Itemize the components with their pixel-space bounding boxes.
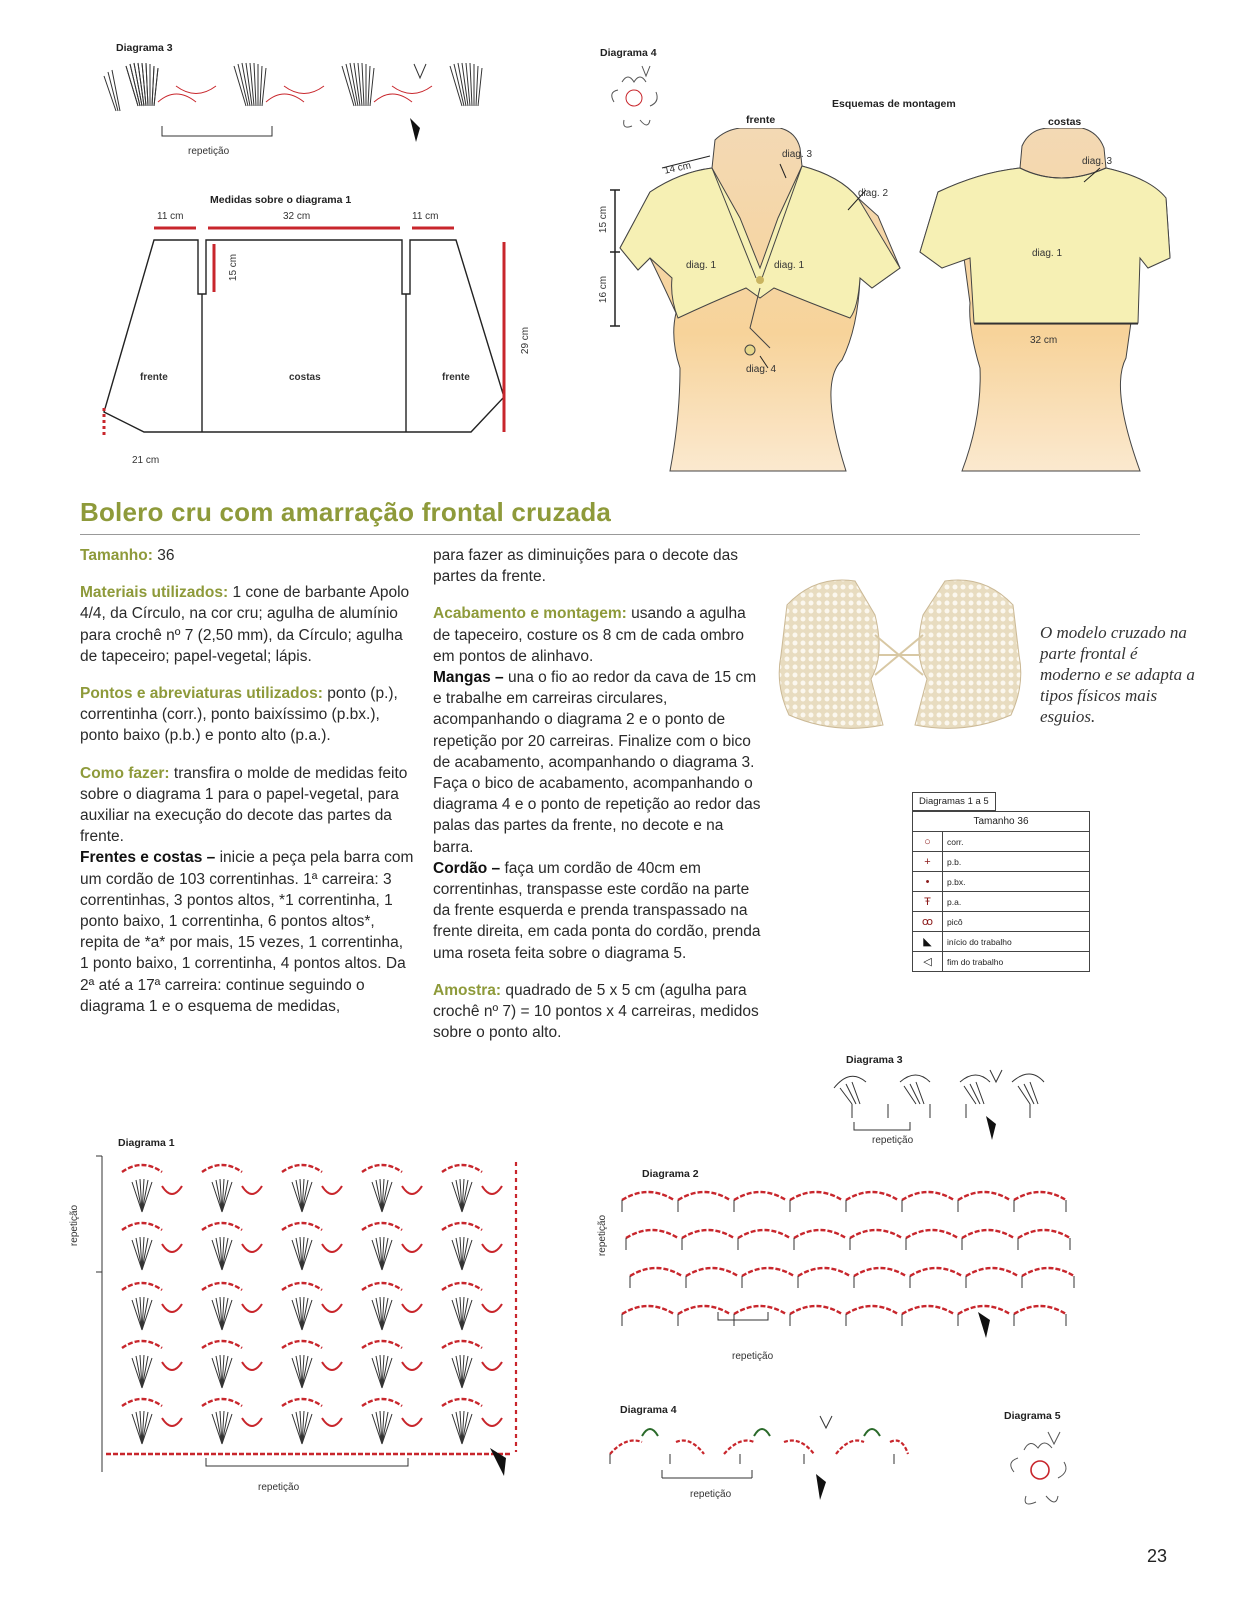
- diagram1-repeat-vertical: repetição: [69, 1204, 81, 1247]
- dim-center: 32 cm: [283, 211, 311, 222]
- fronts-text: inicie a peça pela barra com um cordão de 103 correntinhas. 1ª carreira: 3 correntinhas, 3 pontos altos, *1 correntinha, 1 ponto baixo, 1 correntinha, 6 pontos altos*, repita de *a* por mais, 15 vezes, 1 correntinha, 1 ponto baixo, 1 correntinha, 4 pontos altos. Da 2ª até a 17ª carreira: continue seguindo o diagrama 1 e o esquema de medidas,: [80, 849, 414, 1015]
- diagram3-bottom-repeat: repetição: [872, 1135, 914, 1146]
- slip-stitch-icon: •: [913, 872, 943, 892]
- fronts-label: Frentes e costas –: [80, 849, 216, 867]
- stitches-label: Pontos e abreviaturas utilizados:: [80, 685, 323, 703]
- dim-left: 11 cm: [157, 211, 184, 222]
- diagram4-top-title: Diagrama 4: [600, 47, 657, 59]
- sample-text: quadrado de 5 x 5 cm (agulha para crochê nº 7) = 10 pontos x 4 carreiras, medidos sobre o ponto alto.: [433, 981, 759, 1042]
- diagram2-repeat: repetição: [732, 1351, 774, 1362]
- assembly-diag4: diag. 4: [746, 364, 777, 375]
- legend-label: p.a.: [943, 892, 1090, 912]
- diagram2-title: Diagrama 2: [642, 1168, 699, 1180]
- diagram3-top-repeat: repetição: [188, 146, 230, 157]
- legend-header: Diagramas 1 a 5: [912, 792, 996, 811]
- sleeves-text: una o fio ao redor da cava de 15 cm e trabalhe em carreiras circulares, acompanhando o diagrama 2 e o ponto de repetição por 20 carreiras. Finalize com o bico de acabamento, acompanhando o diagrama 3. Faça o bico de acabamento, acompanhando o diagrama 4 e o ponto de repetição ao redor das palas das partes da frente, no decote e na barra.: [433, 669, 761, 856]
- materials-label: Materiais utilizados:: [80, 584, 229, 602]
- text-column-2: [433, 545, 763, 1059]
- diagram2-repeat-vertical: repetição: [597, 1214, 609, 1257]
- size-value: 36: [152, 547, 175, 564]
- legend-label: p.b.: [943, 852, 1090, 872]
- assembly-diag1-left: diag. 1: [686, 260, 717, 271]
- diagram3-bottom-title: Diagrama 3: [846, 1054, 903, 1066]
- bolero-photo: [775, 575, 1025, 740]
- front-left-label: frente: [140, 372, 168, 383]
- diagram3-bottom-chart: [830, 1068, 1060, 1148]
- legend-label: início do trabalho: [943, 932, 1090, 952]
- single-crochet-icon: +: [913, 852, 943, 872]
- title-divider: [80, 534, 1140, 535]
- diagram5-rosette: [1004, 1426, 1084, 1516]
- legend-size: Tamanho 36: [913, 812, 1090, 832]
- finish-label: Acabamento e montagem:: [433, 605, 627, 623]
- page-number: 23: [1147, 1546, 1168, 1566]
- double-crochet-icon: Ŧ: [913, 892, 943, 912]
- chain-icon: ○: [913, 832, 943, 852]
- diagram5-title: Diagrama 5: [1004, 1410, 1061, 1422]
- legend-row: [913, 912, 1090, 932]
- front-mannequin: [620, 128, 900, 471]
- materials-text: 1 cone de barbante Apolo 4/4, da Círculo, na cor cru; agulha de alumínio para crochê nº 7 (2,50 mm), da Círculo; agulha de tapeceiro; papel-vegetal; lápis.: [80, 584, 410, 665]
- legend: [912, 792, 1090, 972]
- front-right-label: frente: [442, 372, 470, 383]
- howto-label: Como fazer:: [80, 764, 170, 782]
- finish-text: usando a agulha de tapeceiro, costure os 8 cm de cada ombro em pontos de alinhavo.: [433, 605, 746, 665]
- assembly-dim-14: 14 cm: [663, 160, 693, 177]
- col2-intro: para fazer as diminuições para o decote das partes da frente.: [433, 547, 739, 586]
- legend-row: [913, 952, 1090, 972]
- text-column-1: [80, 545, 416, 1017]
- article-title: Bolero cru com amarração frontal cruzada: [80, 497, 612, 527]
- diagram2-chart: [618, 1180, 1108, 1365]
- dim-right: 11 cm: [412, 211, 439, 222]
- measures-title: Medidas sobre o diagrama 1: [210, 194, 352, 206]
- stitches-text: ponto (p.), correntinha (corr.), ponto baixíssimo (p.bx.), ponto baixo (p.b.) e ponto alto (p.a.).: [80, 685, 398, 745]
- dim-notch: 15 cm: [228, 253, 240, 282]
- assembly-diag3-front: diag. 3: [782, 149, 813, 160]
- dim-height: 29 cm: [520, 326, 532, 355]
- diagram4-repeat: repetição: [690, 1489, 732, 1500]
- legend-row: [913, 872, 1090, 892]
- dim-bottom: 21 cm: [132, 455, 160, 466]
- sample-label: Amostra:: [433, 981, 502, 999]
- legend-row: [913, 892, 1090, 912]
- back-mannequin: [920, 128, 1170, 471]
- legend-label: p.bx.: [943, 872, 1090, 892]
- diagram4-chart: [604, 1412, 924, 1512]
- photo-caption: O modelo cruzado na parte frontal é moderno e se adapta a tipos físicos mais esguios.: [1040, 623, 1195, 726]
- assembly-diag2: diag. 2: [858, 188, 889, 199]
- end-arrow-icon: ◁: [913, 952, 943, 972]
- legend-label: corr.: [943, 832, 1090, 852]
- legend-row: [913, 932, 1090, 952]
- assembly-mannequins: [610, 128, 1230, 483]
- diagram1-repeat: repetição: [258, 1482, 300, 1493]
- diagram3-top-chart: [96, 56, 516, 156]
- diagram1-title: Diagrama 1: [118, 1137, 175, 1149]
- diagram3-top-title: Diagrama 3: [116, 42, 173, 54]
- sleeves-label: Mangas –: [433, 669, 504, 687]
- assembly-diag1-right: diag. 1: [774, 260, 805, 271]
- cord-label: Cordão –: [433, 859, 501, 877]
- cord-text: faça um cordão de 40cm em correntinhas, transpasse este cordão na parte da frente esquerda e prenda transpassado na frente direita, em cada ponta do cordão, prenda uma roseta feita sobre o diagrama 5.: [433, 859, 761, 962]
- assembly-diag3-back: diag. 3: [1082, 156, 1113, 167]
- howto-text: transfira o molde de medidas feito sobre o diagrama 1 para o papel-vegetal, para auxiliar na execução do decote das partes da frente.: [80, 764, 408, 846]
- diagram4-title: Diagrama 4: [620, 1404, 677, 1416]
- assembly-dim-32: 32 cm: [1030, 335, 1058, 346]
- legend-label: picô: [943, 912, 1090, 932]
- legend-table: [912, 811, 1090, 972]
- assembly-dim-16: 16 cm: [598, 275, 610, 304]
- legend-label: fim do trabalho: [943, 952, 1090, 972]
- assembly-dim-15: 15 cm: [598, 205, 610, 234]
- assembly-front-label: frente: [746, 114, 776, 126]
- measures-schematic: [96, 222, 536, 447]
- diagram1-chart: [92, 1152, 537, 1482]
- start-arrow-icon: ◣: [913, 932, 943, 952]
- legend-row: [913, 832, 1090, 852]
- legend-row: [913, 852, 1090, 872]
- assembly-diag1-back: diag. 1: [1032, 248, 1063, 259]
- diagram4-top-rosette: [604, 62, 674, 137]
- assembly-back-label: costas: [1048, 116, 1082, 128]
- back-label: costas: [289, 372, 321, 383]
- picot-icon: ꝏ: [913, 912, 943, 932]
- assembly-title: Esquemas de montagem: [832, 98, 956, 110]
- size-label: Tamanho:: [80, 547, 153, 564]
